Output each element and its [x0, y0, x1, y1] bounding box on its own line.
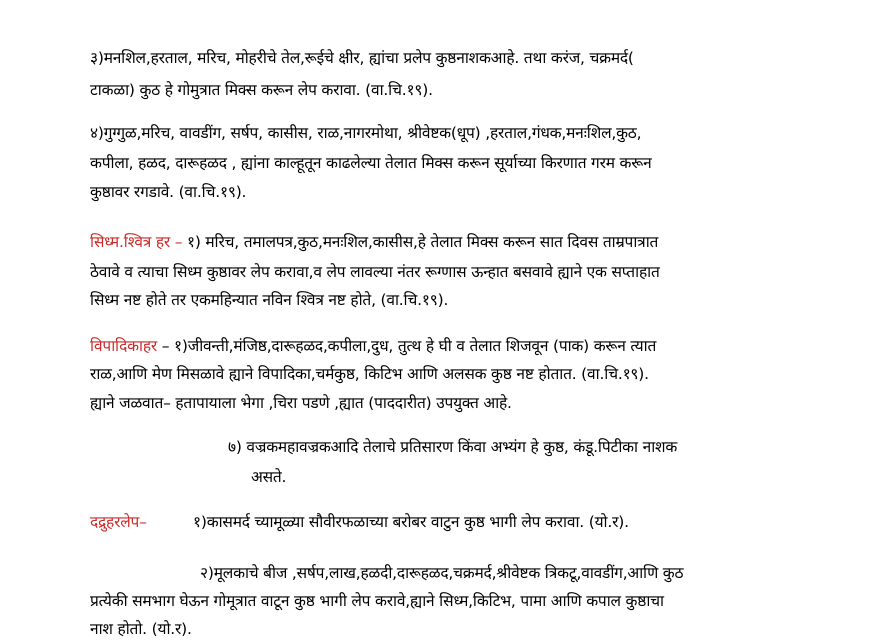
item-7-line-1: ७) वज्रकमहावज्रकआदि तेलाचे प्रतिसारण किंवा अभ्यंग हे कुष्ठ, कंडू.पिटीका नाशक: [228, 438, 678, 456]
sidhma-line-2: ठेवावे व त्याचा सिध्म कुष्ठावर लेप करावा,व लेप लावल्या नंतर रूग्णास ऊन्हात बसवावे ह्याने एक सप्ताहात: [90, 263, 660, 281]
dadru-heading: दद्रुहरलेप–: [90, 513, 147, 531]
vipadika-text: – १)जीवन्ती,मंजिष्ठ,दारूहळद,कपीला,दुध, तुत्थ हे घी व तेलात शिजवून (पाक) करून त्यात: [161, 337, 657, 355]
item-7-line-2: असते.: [251, 468, 287, 486]
para-3-line-2: टाकळा) कुठ हे गोमुत्रात मिक्स करून लेप करावा. (वा.चि.१९).: [90, 81, 433, 99]
vipadika-line-3: ह्याने जळवात– हतापायाला भेगा ,चिरा पडणे ,ह्यात (पाददारीत) उपयुक्त आहे.: [90, 394, 512, 412]
vipadika-line-2: राळ,आणि मेण मिसळावे ह्याने विपादिका,चर्मकुष्ठ, किटिभ आणि अलसक कुष्ठ नष्ट होतात. (वा.चि.१९).: [90, 365, 649, 383]
vipadika-heading: विपादिकाहर: [90, 337, 162, 355]
para-4-line-2: कपीला, हळद, दारूहळद , ह्यांना काल्हूतून काढलेल्या तेलात मिक्स करून सूर्याच्या किरणात गरम करून: [90, 154, 652, 172]
sidhma-line-1: [90, 232, 658, 252]
dadru-2-line-1: २)मूलकाचे बीज ,सर्षप,लाख,हळदी,दारूहळद,चक्रमर्द,श्रीवेष्टक त्रिकटू,वावडींग,आणि कुठ: [200, 564, 684, 582]
vipadika-line-1: [90, 336, 656, 356]
sidhma-line-3: सिध्म नष्ट होते तर एकमहिन्यात नविन श्वित्र नष्ट होते, (वा.चि.१९).: [90, 291, 449, 309]
dadru-2-line-3: नाश होतो. (यो.र).: [90, 620, 192, 638]
para-3-line-1: ३)मनशिल,हरताल, मरिच, मोहरीचे तेल,रूईचे क्षीर, ह्यांचा प्रलेप कुष्ठनाशकआहे. तथा करंज, चक्रमर्द(: [90, 49, 634, 67]
para-4-line-3: कुष्ठावर रगडावे. (वा.चि.१९).: [90, 183, 247, 201]
para-4-line-1: ४)गुग्गुळ,मरिच, वावडींग, सर्षप, कासीस, राळ,नागरमोथा, श्रीवेष्टक(धूप) ,हरताल,गंधक,मनःशिल,कुठ,: [90, 124, 642, 142]
dadru-2-line-2: प्रत्येकी समभाग घेऊन गोमूत्रात वाटून कुष्ठ भागी लेप करावे,ह्याने सिध्म,किटिभ, पामा आणि कपाल कुष्ठाचा: [90, 592, 664, 610]
sidhma-text: १) मरिच, तमालपत्र,कुठ,मनःशिल,कासीस,हे तेलात मिक्स करून सात दिवस ताम्रपात्रात: [187, 233, 659, 251]
dadru-line-1: १)कासमर्द च्यामूळ्या सौवीरफळाच्या बरोबर वाटुन कुष्ठ भागी लेप करावा. (यो.र).: [193, 513, 629, 531]
sidhma-heading: सिध्म.श्वित्र हर –: [90, 233, 187, 251]
